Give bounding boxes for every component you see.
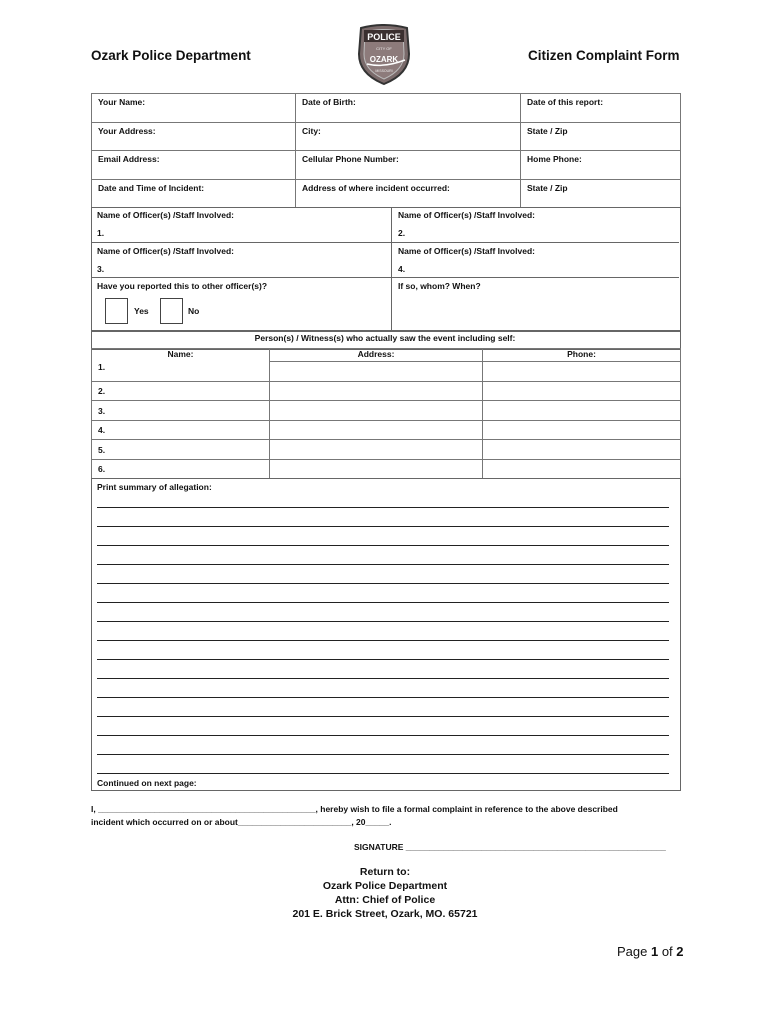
summary-line[interactable] [97, 697, 669, 698]
badge-text-city: CITY OF [376, 46, 392, 51]
city-field[interactable]: City: [296, 123, 521, 151]
divider-line [91, 277, 679, 278]
summary-line[interactable] [97, 583, 669, 584]
no-label: No [188, 306, 200, 316]
witness-address-field[interactable] [270, 401, 483, 421]
witness-phone-field[interactable] [483, 460, 681, 479]
witness-phone-field[interactable] [483, 401, 681, 421]
email-field[interactable]: Email Address: [92, 151, 296, 180]
continued-label: Continued on next page: [97, 778, 197, 788]
witness-name-field[interactable]: 1. [92, 362, 270, 382]
witness-phone-field[interactable] [483, 362, 681, 382]
yes-checkbox[interactable] [105, 298, 128, 324]
address-field[interactable]: Your Address: [92, 123, 296, 151]
summary-line[interactable] [97, 526, 669, 527]
badge-text-police: POLICE [367, 32, 401, 42]
complaint-statement-line1[interactable]: I, ______________________________________________, hereby wish to file a formal complaint in reference to the above described [91, 804, 618, 814]
incident-address-field[interactable]: Address of where incident occurred: [296, 180, 521, 208]
signature-line[interactable]: SIGNATURE _______________________________________________________ [354, 842, 666, 852]
summary-line[interactable] [97, 716, 669, 717]
state-zip-field[interactable]: State / Zip [521, 123, 681, 151]
witness-title: Person(s) / Witness(s) who actually saw the event including self: [254, 333, 516, 343]
summary-line[interactable] [97, 640, 669, 641]
incident-datetime-field[interactable]: Date and Time of Incident: [92, 180, 296, 208]
police-badge-logo [355, 24, 413, 86]
badge-text-missouri: MISSOURI [375, 69, 393, 73]
witness-address-field[interactable] [270, 362, 483, 382]
home-phone-field[interactable]: Home Phone: [521, 151, 681, 180]
witness-phone-field[interactable] [483, 382, 681, 401]
col-name-header: Name: [92, 349, 270, 362]
return-to-title: Return to: [359, 866, 411, 878]
witness-phone-field[interactable] [483, 440, 681, 460]
witness-name-field[interactable]: 3. [92, 401, 270, 421]
summary-label: Print summary of allegation: [97, 482, 212, 492]
witness-address-field[interactable] [270, 460, 483, 479]
witness-name-field[interactable]: 6. [92, 460, 270, 479]
witness-name-field[interactable]: 2. [92, 382, 270, 401]
witness-table [91, 348, 681, 479]
summary-line[interactable] [97, 659, 669, 660]
reported-question: Have you reported this to other officer(s)? [97, 281, 268, 291]
officer-label-left-2: Name of Officer(s) /Staff Involved: [97, 246, 234, 256]
report-date-field[interactable]: Date of this report: [521, 94, 681, 123]
summary-line[interactable] [97, 545, 669, 546]
officer-2-field[interactable]: 2. [398, 228, 406, 238]
return-to-attention: Attn: Chief of Police [334, 894, 436, 906]
col-address-header: Address: [270, 349, 483, 362]
page-number: Page 1 of 2 [617, 944, 684, 959]
divider-line [391, 242, 679, 243]
officer-label-left: Name of Officer(s) /Staff Involved: [97, 210, 234, 220]
summary-box [91, 478, 681, 791]
witness-address-field[interactable] [270, 421, 483, 440]
officer-4-field[interactable]: 4. [398, 264, 406, 274]
witness-address-field[interactable] [270, 440, 483, 460]
officer-3-field[interactable]: 3. [97, 264, 105, 274]
return-to-department: Ozark Police Department [322, 880, 448, 892]
witness-address-field[interactable] [270, 382, 483, 401]
date-of-birth-field[interactable]: Date of Birth: [296, 94, 521, 123]
officer-1-field[interactable]: 1. [97, 228, 105, 238]
witness-name-field[interactable]: 4. [92, 421, 270, 440]
badge-text-ozark: OZARK [369, 55, 399, 64]
summary-line[interactable] [97, 564, 669, 565]
summary-line[interactable] [97, 602, 669, 603]
complaint-statement-line2[interactable]: incident which occurred on or about________________________, 20_____. [91, 817, 392, 827]
return-to-address: 201 E. Brick Street, Ozark, MO. 65721 [292, 908, 478, 920]
incident-state-zip-field[interactable]: State / Zip [521, 180, 681, 208]
summary-line[interactable] [97, 773, 669, 774]
summary-line[interactable] [97, 507, 669, 508]
yes-label: Yes [134, 306, 149, 316]
witness-name-field[interactable]: 5. [92, 440, 270, 460]
summary-line[interactable] [97, 754, 669, 755]
summary-line[interactable] [97, 735, 669, 736]
officer-label-right-2: Name of Officer(s) /Staff Involved: [398, 246, 535, 256]
divider-line [91, 242, 391, 243]
personal-info-table [91, 93, 681, 208]
officers-divider [391, 207, 392, 330]
department-title: Ozark Police Department [91, 48, 251, 63]
your-name-field[interactable]: Your Name: [92, 94, 296, 123]
form-title: Citizen Complaint Form [528, 48, 680, 63]
no-checkbox[interactable] [160, 298, 183, 324]
cell-phone-field[interactable]: Cellular Phone Number: [296, 151, 521, 180]
col-phone-header: Phone: [483, 349, 681, 362]
if-so-field[interactable]: If so, whom? When? [398, 281, 481, 291]
officer-label-right: Name of Officer(s) /Staff Involved: [398, 210, 535, 220]
summary-line[interactable] [97, 621, 669, 622]
summary-line[interactable] [97, 678, 669, 679]
witness-phone-field[interactable] [483, 421, 681, 440]
